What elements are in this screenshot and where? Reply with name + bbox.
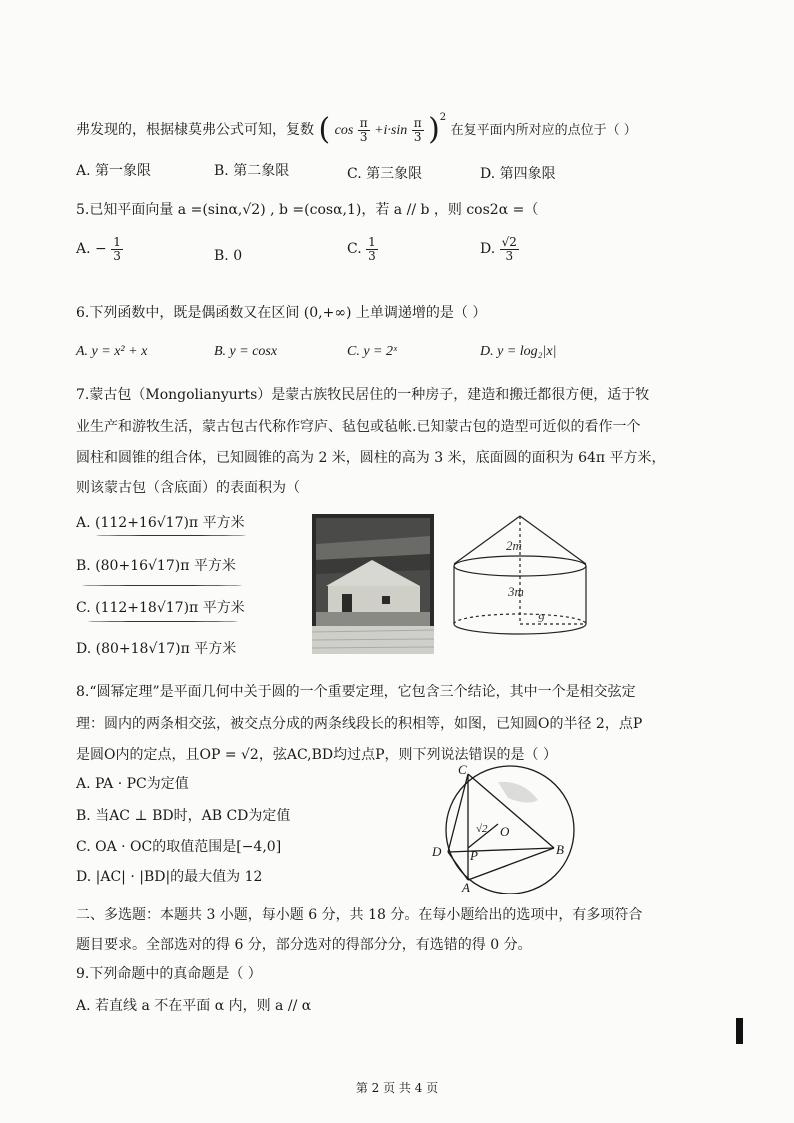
cylinder-cone-diagram xyxy=(448,512,594,644)
cone-height-label: 2m xyxy=(506,538,522,553)
q8-stem-line-2: 理：圆内的两条相交弦，被交点分成的两条线段长的积相等，如图，已知圆O的半径 2，点P xyxy=(76,716,643,732)
q6-option-c: C. y = 2ˣ xyxy=(347,344,397,359)
q5-option-c: C. $\frac{1}{3}$ xyxy=(347,235,376,263)
point-o-label: O xyxy=(500,824,510,839)
q7-stem-line-1: 7.蒙古包（Mongolianyurts）是蒙古族牧民居住的一种房子，建造和搬迁都很方便，适于牧 xyxy=(76,387,650,403)
q8-option-c: C. OA · OC的取值范围是[−4,0] xyxy=(76,839,282,855)
circle-chord-diagram xyxy=(428,760,588,894)
q7-stem-line-4: 则该蒙古包（含底面）的表面积为（ xyxy=(76,480,300,496)
radius-label: 9 xyxy=(538,611,544,625)
scan-mark xyxy=(736,1018,743,1044)
q8-option-b: B. 当AC ⊥ BD时，AB CD为定值 xyxy=(76,808,291,824)
page-footer: 第 2 页 共 4 页 xyxy=(355,1081,439,1095)
q6-option-a: A. y = x² + x xyxy=(76,344,148,359)
q4-tail: 在复平面内所对应的点位于（ ） xyxy=(450,123,637,138)
point-p-label: P xyxy=(470,848,478,863)
q7-option-b: B. (80+16√17)π 平方米 xyxy=(76,558,236,574)
q7-stem-line-2: 业生产和游牧生活，蒙古包古代称作穹庐、毡包或毡帐.已知蒙古包的造型可近似的看作一个 xyxy=(76,419,641,435)
handwritten-underline-b xyxy=(82,585,242,586)
handwritten-underline-c xyxy=(88,621,238,622)
handwritten-underline-a xyxy=(96,535,246,536)
q8-stem-line-1: 8.“圆幂定理”是平面几何中关于圆的一个重要定理，它包含三个结论，其中一个是相交弦定 xyxy=(76,684,636,700)
q6-option-d: D. y = log₂|x| xyxy=(480,344,557,359)
q4-option-d: D. 第四象限 xyxy=(480,166,556,182)
q4-option-a: A. 第一象限 xyxy=(76,163,152,179)
q7-option-a: A. (112+16√17)π 平方米 xyxy=(76,515,245,531)
section2-line-1: 二、多选题：本题共 3 小题，每小题 6 分，共 18 分。在每小题给出的选项中，有多项符合 xyxy=(76,907,643,923)
q7-stem-line-3: 圆柱和圆锥的组合体，已知圆锥的高为 2 米，圆柱的高为 3 米，底面圆的面积为 64π 平方米， xyxy=(76,450,666,466)
q5-option-a: A. − $\frac{1}{3}$ xyxy=(76,235,121,263)
q9-stem: 9.下列命题中的真命题是（ ） xyxy=(76,966,262,982)
q8-option-d: D. |AC| · |BD|的最大值为 12 xyxy=(76,869,263,885)
point-c-label: C xyxy=(458,762,467,777)
cylinder-height-label: 3m xyxy=(508,584,524,599)
op-length-label: √2 xyxy=(476,823,488,835)
q5-option-d: D. $\frac{√2}{3}$ xyxy=(480,235,517,263)
point-d-label: D xyxy=(432,844,442,859)
q9-option-a: A. 若直线 a 不在平面 α 内，则 a // α xyxy=(76,998,312,1014)
q6-option-b: B. y = cosx xyxy=(214,344,278,359)
q5-option-b: B. 0 xyxy=(214,248,243,264)
q5-stem: 5.已知平面向量 a =(sinα,√2) , b =(cosα,1)，若 a // b ，则 cos2α =（ xyxy=(76,202,539,218)
section2-line-2: 题目要求。全部选对的得 6 分，部分选对的得部分分，有选错的得 0 分。 xyxy=(76,937,532,953)
q4-option-b: B. 第二象限 xyxy=(214,163,290,179)
q4-stem: 弗发现的，根据棣莫弗公式可知，复数 ( cos $\frac{\pi}{3}$ +i·sin $\frac{\pi}{3}$ )$^2$ 在复平面内所对应的点位于（ ） xyxy=(76,112,637,147)
q8-stem-line-3: 是圆O内的定点，且OP = √2，弦AC,BD均过点P，则下列说法错误的是（ ） xyxy=(76,747,557,763)
q7-option-c: C. (112+18√17)π 平方米 xyxy=(76,600,245,616)
q4-intro: 弗发现的，根据棣莫弗公式可知，复数 xyxy=(76,122,314,138)
q8-option-a: A. PA · PC为定值 xyxy=(76,776,189,792)
point-a-label: A xyxy=(462,880,470,894)
yurt-photo xyxy=(312,514,434,654)
point-b-label: B xyxy=(556,842,564,857)
q7-option-d: D. (80+18√17)π 平方米 xyxy=(76,641,237,657)
q6-stem: 6.下列函数中，既是偶函数又在区间 (0,+∞) 上单调递增的是（ ） xyxy=(76,305,487,321)
q4-option-c: C. 第三象限 xyxy=(347,166,423,182)
